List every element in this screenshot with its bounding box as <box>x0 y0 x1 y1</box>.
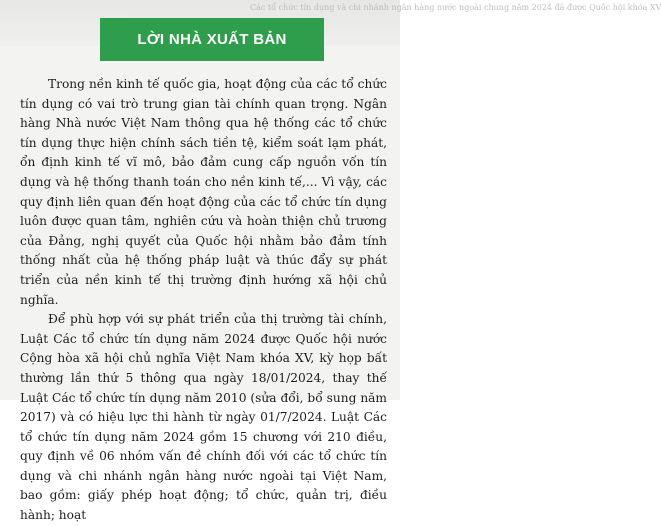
paragraph-2: Để phù hợp với sự phát triển của thị trường tài chính, Luật Các tổ chức tín dụng năm 2024 được Quốc hội nước Cộng hòa xã hội chủ nghĩa Việt Nam khóa XV, kỳ họp bất thường lần thứ 5 thông qua ngày 18/01/2024, thay thế Luật Các tổ chức tín dụng năm 2010 (sửa đổi, bổ sung năm 2017) và có hiệu lực thi hành từ ngày 01/7/2024. Luật Các tổ chức tín dụng năm 2024 gồm 15 chương với 210 điều, quy định về 06 nhóm vấn đề chính đối với các tổ chức tín dụng và chi nhánh ngân hàng nước ngoài tại Việt Nam, bao gồm: giấy phép hoạt động; tổ chức, quản trị, điều hành; hoạt <box>20 312 387 523</box>
bleed-through-text: Các tổ chức tín dụng và chi nhánh ngân hàng nước ngoài chung năm 2024 đã được Quốc hội khóa XV <box>250 3 661 12</box>
paragraph-1: Trong nền kinh tế quốc gia, hoạt động của các tổ chức tín dụng có vai trò trung gian tài chính quan trọng. Ngân hàng Nhà nước Việt Nam thông qua hệ thống các tổ chức tín dụng thực hiện chính sách tiền tệ, kiểm soát lạm phát, ổn định kinh tế vĩ mô, bảo đảm cung cấp nguồn vốn tín dụng và hệ thống thanh toán cho nền kinh tế,... Vì vậy, các quy định liên quan đến hoạt động của các tổ chức tín dụng luôn được quan tâm, nghiên cứu và hoàn thiện chủ trương của Đảng, nghị quyết của Quốc hội nhằm bảo đảm tính thống nhất của hệ thống pháp luật và thúc đẩy sự phát triển của nền kinh tế thị trường định hướng xã hội chủ nghĩa. <box>20 77 387 307</box>
body-text <box>20 75 387 526</box>
title-banner <box>100 18 324 61</box>
page-title: LỜI NHÀ XUẤT BẢN <box>137 31 287 48</box>
